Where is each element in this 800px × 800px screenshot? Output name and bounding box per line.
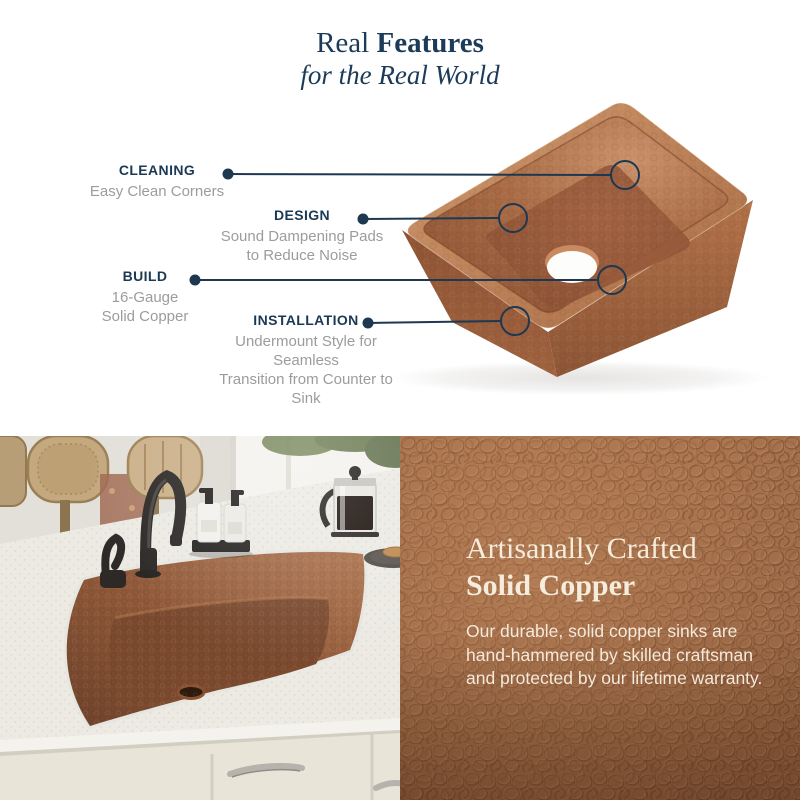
panel-heading-line2: Solid Copper [466,569,636,602]
panel-body: Our durable, solid copper sinks are hand-hammered by skilled craftsman and protected by our lifetime warranty. [466,621,763,689]
page-subtitle: for the Real World [300,60,500,90]
callout-description: Undermount Style for Seamless Transition from Counter to Sink [219,333,393,407]
title-bold: Features [376,27,484,59]
callout-build [63,266,227,326]
callout-label: BUILD [122,268,168,284]
callout-cleaning [75,160,239,201]
callout-description: Easy Clean Corners [89,183,225,200]
drain-hole [547,251,597,283]
panel-heading-line1: Artisanally Crafted [466,532,697,565]
lifestyle-section [0,436,800,800]
callout-design [220,205,384,265]
callout-description: Sound Dampening Pads to Reduce Noise [220,228,384,264]
callout-description: 16-Gauge Solid Copper [101,289,189,325]
callout-label: CLEANING [118,162,196,178]
panel-heading [466,530,786,604]
callout-installation [206,310,406,408]
title-regular: Real [316,27,370,59]
kitchen-lifestyle-photo [0,436,400,800]
panel-text [466,530,786,691]
callout-label: INSTALLATION [253,312,359,328]
copper-texture-panel [400,436,800,800]
callout-label: DESIGN [273,207,331,223]
